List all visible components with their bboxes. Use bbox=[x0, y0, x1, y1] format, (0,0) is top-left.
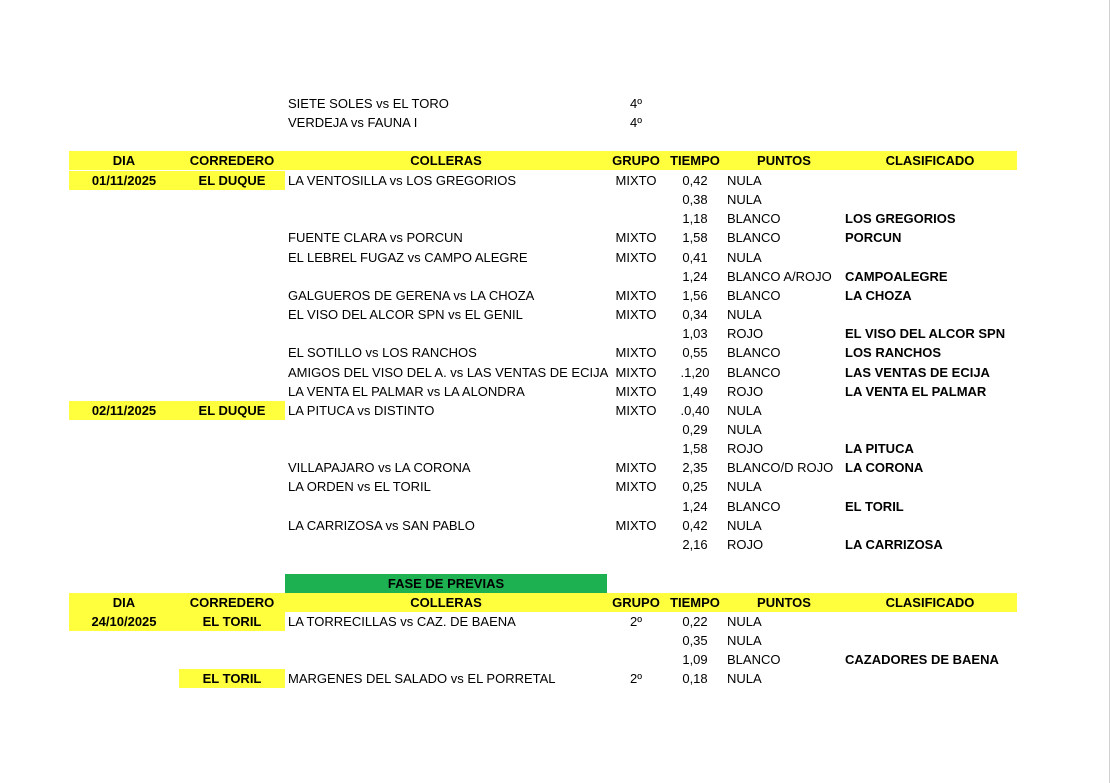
tiempo-cell: 0,22 bbox=[682, 614, 708, 629]
colleras-cell: EL VISO DEL ALCOR SPN vs EL GENIL bbox=[288, 307, 523, 323]
clasificado-cell: LAS VENTAS DE ECIJA bbox=[845, 364, 990, 380]
table-row bbox=[0, 190, 1112, 209]
table-row bbox=[0, 497, 1112, 516]
header-clasificado: CLASIFICADO bbox=[843, 151, 1017, 170]
puntos-cell: ROJO bbox=[727, 383, 764, 399]
grupo-cell bbox=[607, 209, 665, 228]
tiempo-cell: 0,25 bbox=[682, 479, 708, 495]
tiempo-cell: 0,42 bbox=[682, 173, 708, 188]
table-row bbox=[0, 209, 1112, 228]
dia-cell bbox=[69, 343, 179, 362]
grupo-cell: MIXTO bbox=[615, 402, 657, 418]
header-dia: DIA bbox=[69, 151, 179, 170]
grupo-cell: MIXTO bbox=[615, 383, 657, 399]
puntos-cell: BLANCO bbox=[727, 498, 781, 514]
puntos-cell: BLANCO bbox=[727, 364, 781, 380]
corredero-cell bbox=[179, 439, 285, 458]
puntos-cell: NULA bbox=[727, 173, 762, 188]
colleras-cell bbox=[285, 497, 607, 516]
clasificado-cell: LA VENTA EL PALMAR bbox=[845, 383, 987, 399]
corredero-cell bbox=[179, 631, 285, 650]
dia-cell bbox=[69, 248, 179, 267]
grupo-cell: MIXTO bbox=[615, 364, 657, 380]
puntos-cell: NULA bbox=[727, 249, 762, 265]
corredero-cell bbox=[179, 324, 285, 343]
tiempo-cell: 0,29 bbox=[682, 421, 708, 437]
dia-cell bbox=[69, 305, 179, 324]
colleras-cell: LA ORDEN vs EL TORIL bbox=[288, 479, 431, 495]
tiempo-cell: 1,18 bbox=[682, 211, 708, 227]
dia-cell bbox=[69, 516, 179, 535]
grupo-cell bbox=[607, 439, 665, 458]
dia-cell bbox=[69, 477, 179, 496]
header-dia: DIA bbox=[69, 593, 179, 612]
corredero-cell: EL DUQUE bbox=[179, 171, 285, 190]
table-row bbox=[0, 650, 1112, 669]
dia-cell bbox=[69, 535, 179, 554]
colleras-cell: LA VENTA EL PALMAR vs LA ALONDRA bbox=[288, 383, 525, 399]
tiempo-cell: 1,24 bbox=[682, 498, 708, 514]
grupo-cell bbox=[607, 190, 665, 209]
tiempo-cell: 0,55 bbox=[682, 345, 708, 361]
grupo-cell bbox=[607, 631, 665, 650]
dia-cell bbox=[69, 458, 179, 477]
puntos-cell: NULA bbox=[727, 633, 762, 649]
table-row bbox=[0, 669, 1112, 688]
puntos-cell: NULA bbox=[727, 307, 762, 323]
clasificado-cell: LA CORONA bbox=[845, 460, 924, 476]
colleras-cell bbox=[285, 650, 607, 669]
header-puntos: PUNTOS bbox=[725, 593, 843, 612]
colleras-cell: FUENTE CLARA vs PORCUN bbox=[288, 230, 463, 246]
table-row bbox=[0, 477, 1112, 496]
corredero-cell: EL DUQUE bbox=[179, 401, 285, 420]
dia-cell bbox=[69, 267, 179, 286]
dia-cell bbox=[69, 363, 179, 382]
puntos-cell: BLANCO bbox=[727, 230, 781, 246]
dia-cell bbox=[69, 497, 179, 516]
tiempo-cell: 0,35 bbox=[682, 633, 708, 649]
dia-cell bbox=[69, 382, 179, 401]
clasificado-cell bbox=[843, 190, 1017, 209]
grupo-cell: 4º bbox=[630, 96, 642, 111]
header-tiempo: TIEMPO bbox=[665, 151, 725, 170]
tiempo-cell: 0,18 bbox=[682, 671, 708, 687]
colleras-cell: VERDEJA vs FAUNA I bbox=[288, 115, 418, 130]
clasificado-cell: CAMPOALEGRE bbox=[845, 268, 948, 284]
table-row bbox=[0, 286, 1112, 305]
colleras-cell: EL SOTILLO vs LOS RANCHOS bbox=[288, 345, 477, 361]
puntos-cell: ROJO bbox=[727, 536, 764, 552]
corredero-cell bbox=[179, 248, 285, 267]
puntos-cell: BLANCO bbox=[727, 211, 781, 227]
grupo-cell: MIXTO bbox=[615, 230, 657, 246]
puntos-cell: BLANCO bbox=[727, 652, 781, 668]
puntos-cell: NULA bbox=[727, 614, 762, 629]
table-row bbox=[0, 113, 1112, 132]
header-colleras: COLLERAS bbox=[285, 151, 607, 170]
table-row bbox=[0, 535, 1112, 554]
table-row bbox=[0, 401, 1112, 420]
colleras-cell bbox=[285, 439, 607, 458]
puntos-cell: BLANCO bbox=[727, 287, 781, 303]
header-puntos: PUNTOS bbox=[725, 151, 843, 170]
puntos-cell: NULA bbox=[727, 421, 762, 437]
grupo-cell: MIXTO bbox=[615, 460, 657, 476]
clasificado-cell: EL VISO DEL ALCOR SPN bbox=[845, 326, 1006, 342]
dia-cell bbox=[69, 286, 179, 305]
colleras-cell: GALGUEROS DE GERENA vs LA CHOZA bbox=[288, 287, 535, 303]
tiempo-cell: 1,58 bbox=[682, 441, 708, 457]
table-row bbox=[0, 248, 1112, 267]
colleras-cell bbox=[285, 420, 607, 439]
clasificado-cell: EL TORIL bbox=[845, 498, 904, 514]
puntos-cell: BLANCO A/ROJO bbox=[727, 268, 832, 284]
puntos-cell: ROJO bbox=[727, 326, 764, 342]
table-header bbox=[0, 151, 1112, 170]
grupo-cell bbox=[607, 650, 665, 669]
tiempo-cell: 1,03 bbox=[682, 326, 708, 342]
tiempo-cell: 0,41 bbox=[682, 249, 708, 265]
corredero-cell bbox=[179, 363, 285, 382]
tiempo-cell: 2,35 bbox=[682, 460, 708, 476]
puntos-cell: NULA bbox=[727, 402, 762, 418]
tiempo-cell: 0,34 bbox=[682, 307, 708, 323]
corredero-cell bbox=[179, 650, 285, 669]
corredero-cell bbox=[179, 267, 285, 286]
clasificado-cell bbox=[843, 612, 1017, 631]
corredero-cell bbox=[179, 497, 285, 516]
corredero-cell bbox=[179, 190, 285, 209]
corredero-cell bbox=[179, 382, 285, 401]
clasificado-cell bbox=[843, 631, 1017, 650]
clasificado-cell bbox=[843, 669, 1017, 688]
grupo-cell bbox=[607, 267, 665, 286]
table-row bbox=[0, 343, 1112, 362]
corredero-cell bbox=[179, 209, 285, 228]
previas-banner bbox=[0, 574, 1112, 593]
tiempo-cell: 1,56 bbox=[682, 287, 708, 303]
puntos-cell: NULA bbox=[727, 517, 762, 533]
table-row bbox=[0, 439, 1112, 458]
dia-cell bbox=[69, 228, 179, 247]
colleras-cell: LA TORRECILLAS vs CAZ. DE BAENA bbox=[288, 614, 516, 629]
tiempo-cell: 1,58 bbox=[682, 230, 708, 246]
clasificado-cell: PORCUN bbox=[845, 230, 902, 246]
corredero-cell bbox=[179, 458, 285, 477]
corredero-cell bbox=[179, 305, 285, 324]
table-row bbox=[0, 267, 1112, 286]
dia-cell bbox=[69, 631, 179, 650]
puntos-cell: NULA bbox=[727, 479, 762, 495]
clasificado-cell: LOS GREGORIOS bbox=[845, 211, 956, 227]
table-row bbox=[0, 324, 1112, 343]
table-row bbox=[0, 631, 1112, 650]
clasificado-cell bbox=[843, 248, 1017, 267]
table-row bbox=[0, 420, 1112, 439]
puntos-cell: BLANCO bbox=[727, 345, 781, 361]
clasificado-cell: LA CHOZA bbox=[845, 287, 912, 303]
corredero-cell bbox=[179, 228, 285, 247]
grupo-cell bbox=[607, 535, 665, 554]
table-row bbox=[0, 458, 1112, 477]
dia-cell bbox=[69, 439, 179, 458]
colleras-cell bbox=[285, 324, 607, 343]
tiempo-cell: 0,38 bbox=[682, 192, 708, 208]
colleras-cell: LA VENTOSILLA vs LOS GREGORIOS bbox=[288, 173, 517, 188]
header-grupo: GRUPO bbox=[607, 151, 665, 170]
grupo-cell: MIXTO bbox=[615, 479, 657, 495]
puntos-cell: NULA bbox=[727, 671, 762, 687]
grupo-cell bbox=[607, 497, 665, 516]
dia-cell bbox=[69, 420, 179, 439]
dia-cell: 24/10/2025 bbox=[69, 612, 179, 631]
colleras-cell bbox=[285, 190, 607, 209]
header-grupo: GRUPO bbox=[607, 593, 665, 612]
puntos-cell: BLANCO/D ROJO bbox=[727, 460, 834, 476]
corredero-cell bbox=[179, 477, 285, 496]
grupo-cell: MIXTO bbox=[615, 345, 657, 361]
dia-cell bbox=[69, 650, 179, 669]
dia-cell: 01/11/2025 bbox=[69, 171, 179, 190]
colleras-cell: SIETE SOLES vs EL TORO bbox=[288, 96, 449, 111]
corredero-cell: EL TORIL bbox=[179, 669, 285, 688]
grupo-cell: 4º bbox=[630, 115, 642, 130]
tiempo-cell: .1,20 bbox=[680, 364, 710, 380]
header-colleras: COLLERAS bbox=[285, 593, 607, 612]
tiempo-cell: 0,42 bbox=[682, 517, 708, 533]
header-tiempo: TIEMPO bbox=[665, 593, 725, 612]
grupo-cell: MIXTO bbox=[615, 287, 657, 303]
clasificado-cell bbox=[843, 420, 1017, 439]
table-row bbox=[0, 228, 1112, 247]
puntos-cell: ROJO bbox=[727, 441, 764, 457]
tiempo-cell: .0,40 bbox=[680, 402, 710, 418]
header-corredero: CORREDERO bbox=[179, 593, 285, 612]
table-row bbox=[0, 94, 1112, 113]
colleras-cell: EL LEBREL FUGAZ vs CAMPO ALEGRE bbox=[288, 249, 528, 265]
corredero-cell bbox=[179, 286, 285, 305]
puntos-cell: NULA bbox=[727, 192, 762, 208]
colleras-cell bbox=[285, 535, 607, 554]
grupo-cell: MIXTO bbox=[615, 173, 657, 188]
clasificado-cell bbox=[843, 401, 1017, 420]
dia-cell bbox=[69, 324, 179, 343]
colleras-cell: AMIGOS DEL VISO DEL A. vs LAS VENTAS DE ECIJA bbox=[288, 364, 609, 380]
table-row bbox=[0, 363, 1112, 382]
tiempo-cell: 1,24 bbox=[682, 268, 708, 284]
table-row bbox=[0, 612, 1112, 631]
corredero-cell bbox=[179, 535, 285, 554]
dia-cell: 02/11/2025 bbox=[69, 401, 179, 420]
clasificado-cell: LA PITUCA bbox=[845, 441, 914, 457]
grupo-cell: 2º bbox=[630, 614, 642, 629]
grupo-cell bbox=[607, 420, 665, 439]
colleras-cell: LA PITUCA vs DISTINTO bbox=[288, 402, 435, 418]
header-clasificado: CLASIFICADO bbox=[843, 593, 1017, 612]
grupo-cell: MIXTO bbox=[615, 517, 657, 533]
tiempo-cell: 1,09 bbox=[682, 652, 708, 668]
colleras-cell: MARGENES DEL SALADO vs EL PORRETAL bbox=[288, 671, 556, 687]
clasificado-cell bbox=[843, 305, 1017, 324]
colleras-cell bbox=[285, 267, 607, 286]
table-row bbox=[0, 171, 1112, 190]
dia-cell bbox=[69, 209, 179, 228]
corredero-cell bbox=[179, 420, 285, 439]
grupo-cell bbox=[607, 324, 665, 343]
header-corredero: CORREDERO bbox=[179, 151, 285, 170]
clasificado-cell: LA CARRIZOSA bbox=[845, 536, 943, 552]
colleras-cell: LA CARRIZOSA vs SAN PABLO bbox=[288, 517, 475, 533]
clasificado-cell: CAZADORES DE BAENA bbox=[845, 652, 999, 668]
previas-title: FASE DE PREVIAS bbox=[285, 574, 607, 593]
grupo-cell: MIXTO bbox=[615, 249, 657, 265]
table-row bbox=[0, 305, 1112, 324]
colleras-cell bbox=[285, 209, 607, 228]
colleras-cell bbox=[285, 631, 607, 650]
dia-cell bbox=[69, 190, 179, 209]
corredero-cell: EL TORIL bbox=[179, 612, 285, 631]
clasificado-cell bbox=[843, 171, 1017, 190]
dia-cell bbox=[69, 669, 179, 688]
table-row bbox=[0, 382, 1112, 401]
tiempo-cell: 2,16 bbox=[682, 536, 708, 552]
grupo-cell: 2º bbox=[630, 671, 642, 687]
tiempo-cell: 1,49 bbox=[682, 383, 708, 399]
table-header bbox=[0, 593, 1112, 612]
clasificado-cell: LOS RANCHOS bbox=[845, 345, 942, 361]
corredero-cell bbox=[179, 516, 285, 535]
corredero-cell bbox=[179, 343, 285, 362]
table-row bbox=[0, 516, 1112, 535]
clasificado-cell bbox=[843, 516, 1017, 535]
grupo-cell: MIXTO bbox=[615, 307, 657, 323]
colleras-cell: VILLAPAJARO vs LA CORONA bbox=[288, 460, 471, 476]
clasificado-cell bbox=[843, 477, 1017, 496]
